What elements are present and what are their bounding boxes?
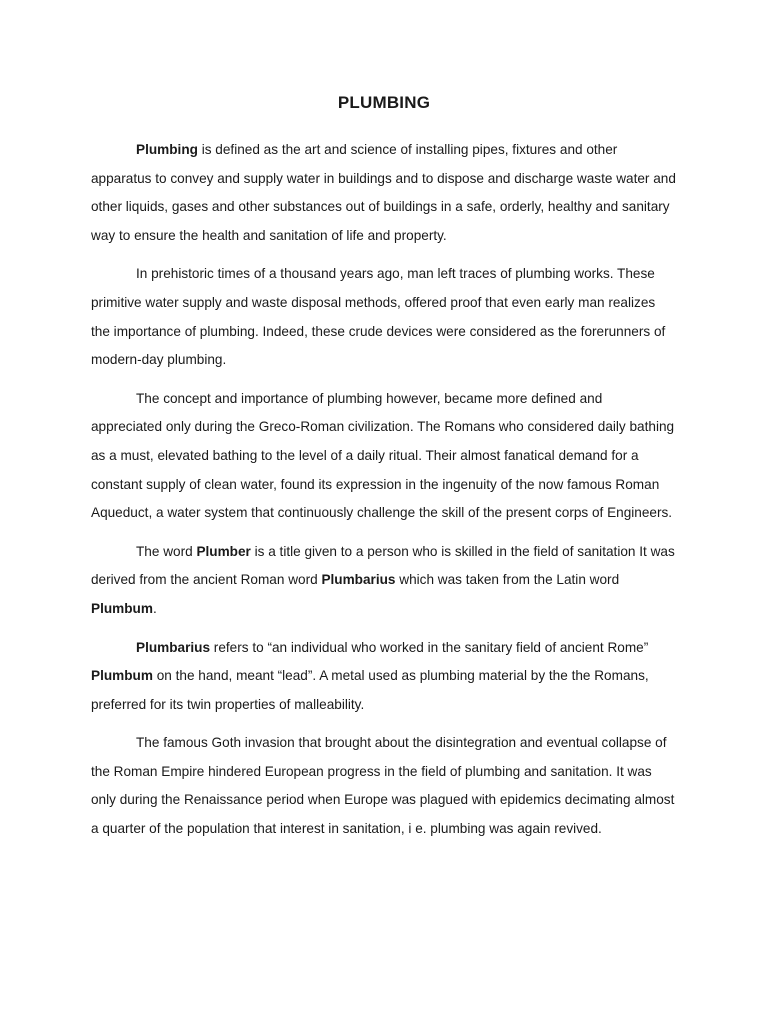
paragraph-text: which was taken from the Latin word <box>395 572 620 588</box>
paragraph <box>91 260 677 374</box>
bold-term: Plumbarius <box>136 639 211 655</box>
paragraph-text: is a title given to a person who is skilled in the field of sanitation It was derived from the ancient Roman word <box>91 543 675 588</box>
bold-term: Plumbing <box>136 142 198 157</box>
paragraph-text: In prehistoric times of a thousand years ago, man left traces of plumbing works. These primitive water supply and waste disposal methods, offered proof that even early man realizes the importance of plumbing. Indeed, these crude devices were considered as the forerunners of modern-day plumbing. <box>91 266 666 368</box>
paragraph <box>91 729 677 843</box>
document-body <box>91 136 677 854</box>
paragraph <box>91 538 677 624</box>
bold-term: Plumbarius <box>321 572 396 588</box>
bold-term: Plumbum <box>91 600 153 616</box>
bold-term: Plumber <box>196 543 251 559</box>
paragraph-text: on the hand, meant “lead”. A metal used as plumbing material by the the Romans, preferred for its twin properties of malleability. <box>91 668 649 712</box>
paragraph-text: refers to “an individual who worked in the sanitary field of ancient Rome” <box>210 639 649 655</box>
paragraph-text: is defined as the art and science of installing pipes, fixtures and other apparatus to convey and supply water in buildings and to dispose and discharge waste water and other liquids, gases and other substances out of buildings in a safe, orderly, healthy and sanitary way to ensure the health and sanitation of life and property. <box>91 142 676 243</box>
paragraph <box>91 136 677 250</box>
bold-term: Plumbum <box>91 668 153 684</box>
paragraph-text: The concept and importance of plumbing however, became more defined and appreciated only during the Greco-Roman civilization. The Romans who considered daily bathing as a must, elevated bathing to the level of a daily ritual. Their almost fanatical demand for a constant supply of clean water, found its expression in the ingenuity of the now famous Roman Aqueduct, a water system that continuously challenge the skill of the present corps of Engineers. <box>91 390 675 521</box>
page-title: PLUMBING <box>337 93 431 112</box>
paragraph <box>91 634 677 720</box>
paragraph-text: The famous Goth invasion that brought about the disintegration and eventual collapse of the Roman Empire hindered European progress in the field of plumbing and sanitation. It was only during the Renaissance period when Europe was plagued with epidemics decimating almost a quarter of the population that interest in sanitation, i e. plumbing was again revived. <box>91 735 675 837</box>
paragraph-text: . <box>152 600 157 616</box>
paragraph <box>91 385 677 528</box>
paragraph-text: The word <box>136 543 197 559</box>
